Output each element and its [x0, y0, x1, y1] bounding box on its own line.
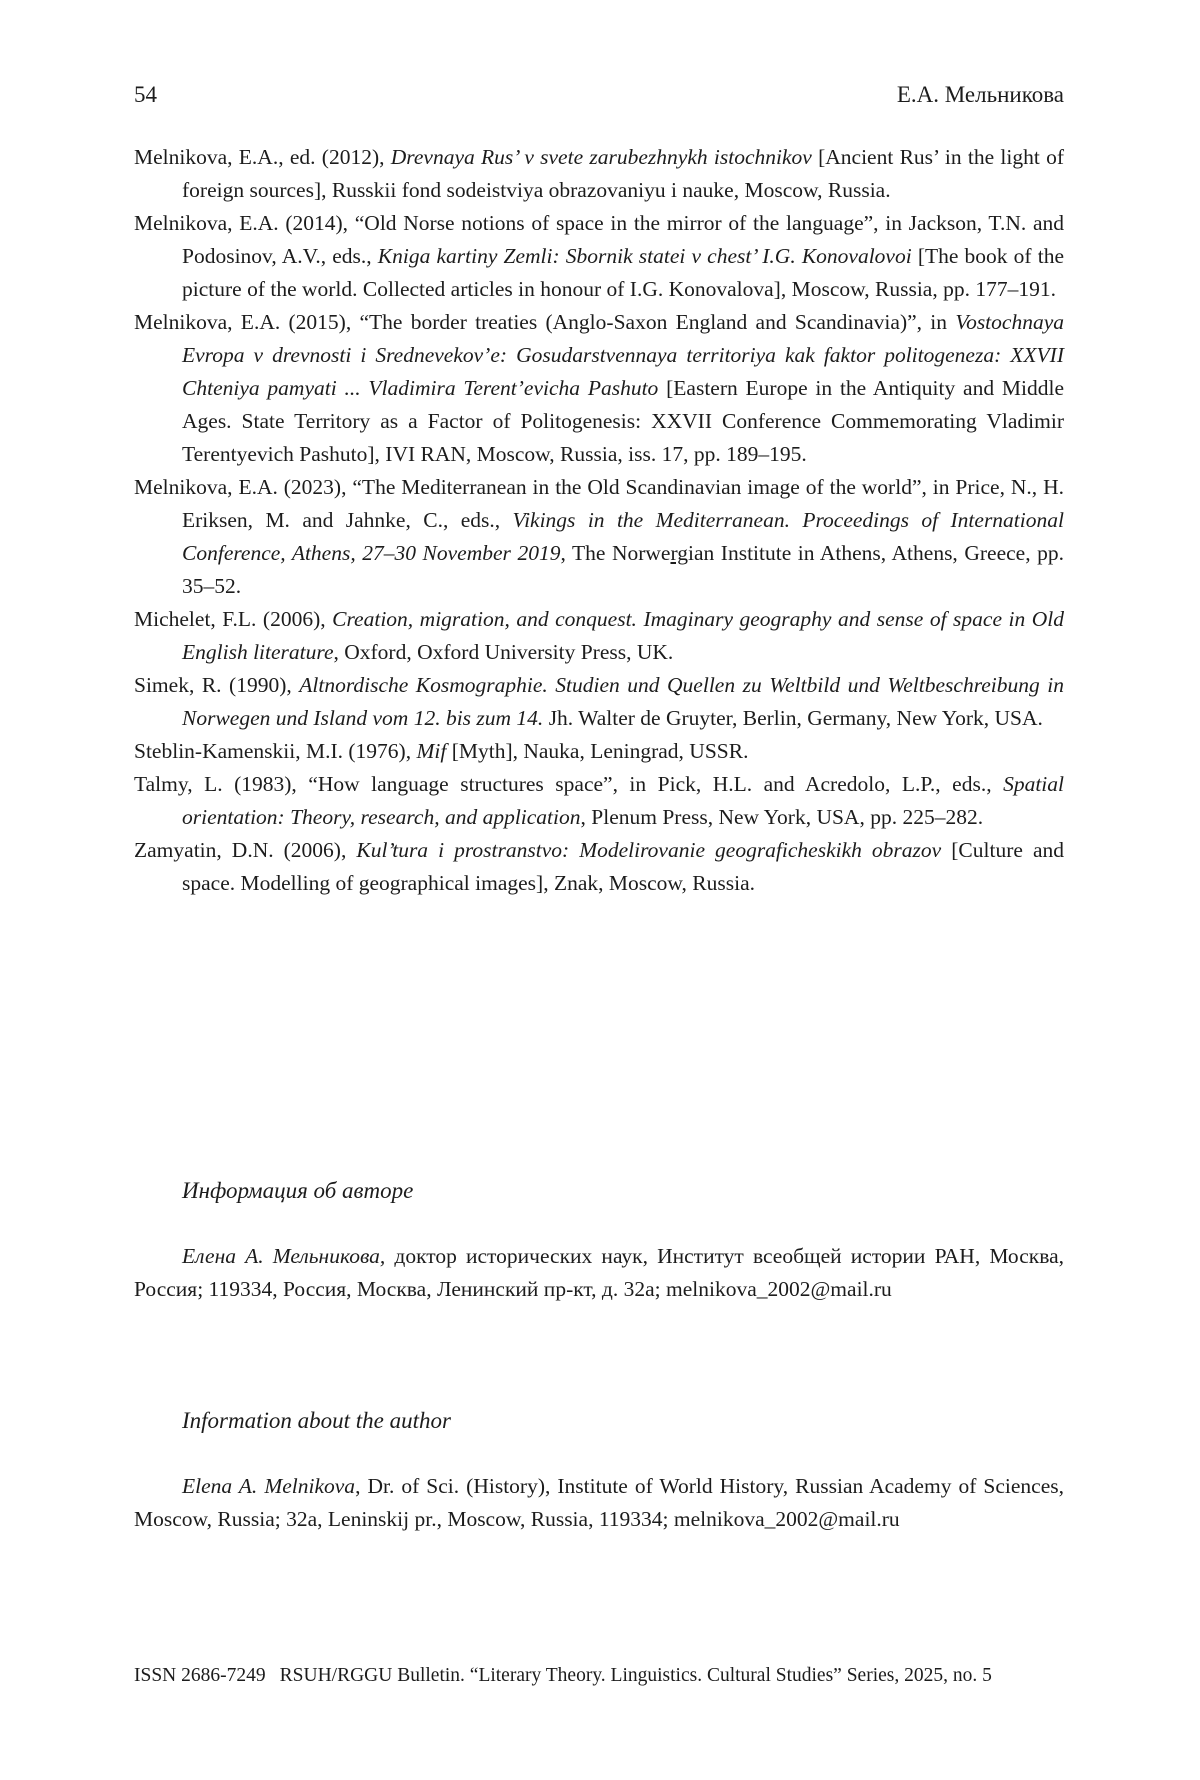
- text-run: [Myth], Nauka, Leningrad, USSR.: [446, 739, 749, 763]
- running-header: [134, 82, 1064, 108]
- text-run: Elena A. Melnikova: [182, 1474, 356, 1498]
- author-info-paragraph-ru: [134, 1240, 1064, 1306]
- reference-entry: [134, 471, 1064, 603]
- page-number: 54: [134, 82, 157, 107]
- reference-entry: [134, 735, 1064, 768]
- reference-entry: [134, 834, 1064, 900]
- reference-entry: [134, 768, 1064, 834]
- page-footer: [134, 1664, 1066, 1688]
- text-run: Zamyatin, D.N. (2006),: [134, 838, 357, 862]
- text-run: Michelet, F.L. (2006),: [134, 607, 333, 631]
- text-run: Talmy, L. (1983), “How language structures space”, in Pick, H.L. and Acredolo, L.P., eds.,: [134, 772, 1004, 796]
- reference-entry: [134, 207, 1064, 306]
- text-run: rg: [670, 541, 688, 565]
- reference-entry: [134, 603, 1064, 669]
- text-run: Spatial orientation: Theory, research, and application: [182, 772, 1064, 829]
- text-run: Vikings in the Mediterranean. Proceedings of International Conference, Athens, 27–30 November 2019: [182, 508, 1064, 565]
- text-run: Melnikova, E.A. (2023), “The Mediterranean in the Old Scandinavian image of the world”, in Price, N., H. Eriksen, M. and Jahnke, C., eds.,: [134, 475, 1064, 532]
- reference-entry: [134, 141, 1064, 207]
- text-run: Creation, migration, and conquest. Imaginary geography and sense of space in Old English literature: [182, 607, 1064, 664]
- reference-entry: [134, 306, 1064, 471]
- text-run: Melnikova, E.A. (2015), “The border treaties (Anglo-Saxon England and Scandinavia)”, in: [134, 310, 956, 334]
- running-head-author: Е.А. Мельникова: [896, 82, 1064, 107]
- author-info-heading-ru: Информация об авторе: [182, 1178, 414, 1203]
- text-run: [The book of the picture of the world. Collected articles in honour of I.G. Konovalova], Moscow, Russia, pp. 177–191.: [182, 244, 1064, 301]
- references-list: [134, 141, 1064, 900]
- author-info-heading-en: Information about the author: [182, 1408, 451, 1433]
- text-run: Kniga kartiny Zemli: Sbornik statei v chest’ I.G. Konovalovoi: [377, 244, 912, 268]
- text-run: Mif: [416, 739, 447, 763]
- text-run: Steblin-Kamenskii, M.I. (1976),: [134, 739, 417, 763]
- text-run: Jh. Walter de Gruyter, Berlin, Germany, New York, USA.: [543, 706, 1043, 730]
- text-run: доктор исторических наук, Институт всеобщей истории РАН, Москва, Россия; 119334, Россия, Москва, Ленинский пр-кт, д. 32а; melnikova_2002@mail.ru: [134, 1244, 1064, 1301]
- text-run: , Plenum Press, New York, USA, pp. 225–282.: [580, 805, 984, 829]
- text-run: [Culture and space. Modelling of geographical images], Znak, Moscow, Russia.: [182, 838, 1064, 895]
- text-run: Simek, R. (1990),: [134, 673, 300, 697]
- text-run: Kul’tura i prostranstvo: Modelirovanie geograficheskikh obrazov: [356, 838, 942, 862]
- text-run: , The Norwe: [560, 541, 671, 565]
- reference-entry: [134, 669, 1064, 735]
- text-run: , Oxford, Oxford University Press, UK.: [333, 640, 674, 664]
- text-run: , Dr. of Sci. (History), Institute of World History, Russian Academy of Sciences, Moscow, Russia; 32a, Leninskij pr., Moscow, Russia, 119334; melnikova_2002@mail.ru: [134, 1474, 1064, 1531]
- footer-issn: ISSN 2686-7249: [134, 1665, 266, 1686]
- author-info-paragraph-en: [134, 1470, 1064, 1536]
- text-run: Altnordische Kosmographie. Studien und Quellen zu Weltbild und Weltbeschreibung in Norwegen und Island vom 12. bis zum 14.: [182, 673, 1065, 730]
- text-run: Melnikova, E.A., ed. (2012),: [134, 145, 391, 169]
- text-run: [Ancient Rus’ in the light of foreign sources], Russkii fond sodeistviya obrazovaniyu i nauke, Moscow, Russia.: [182, 145, 1065, 202]
- text-run: [Eastern Europe in the Antiquity and Middle Ages. State Territory as a Factor of Politogenesis: XXVII Conference Commemorating Vladimir Terentyevich Pashuto], IVI RAN, Moscow, Russia, iss. 17, pp. 189–195.: [182, 376, 1064, 466]
- text-run: Vostochnaya Evropa v drevnosti i Srednevekov’e: Gosudarstvennaya territoriya kak faktor politogeneza: XXVII Chteniya pamyati ... Vladimira Terent’evicha Pashuto: [182, 310, 1064, 400]
- text-run: Melnikova, E.A. (2014), “Old Norse notions of space in the mirror of the language”, in Jackson, T.N. and Podosinov, A.V., eds.,: [134, 211, 1064, 268]
- text-run: Drevnaya Rus’ v svete zarubezhnykh istochnikov: [390, 145, 812, 169]
- text-run: ian Institute in Athens, Athens, Greece, pp. 35–52.: [182, 541, 1064, 598]
- footer-bulletin-title: RSUH/RGGU Bulletin. “Literary Theory. Linguistics. Cultural Studies” Series, 2025, no. 5: [279, 1665, 992, 1686]
- text-run: Елена А. Мельникова,: [182, 1244, 386, 1268]
